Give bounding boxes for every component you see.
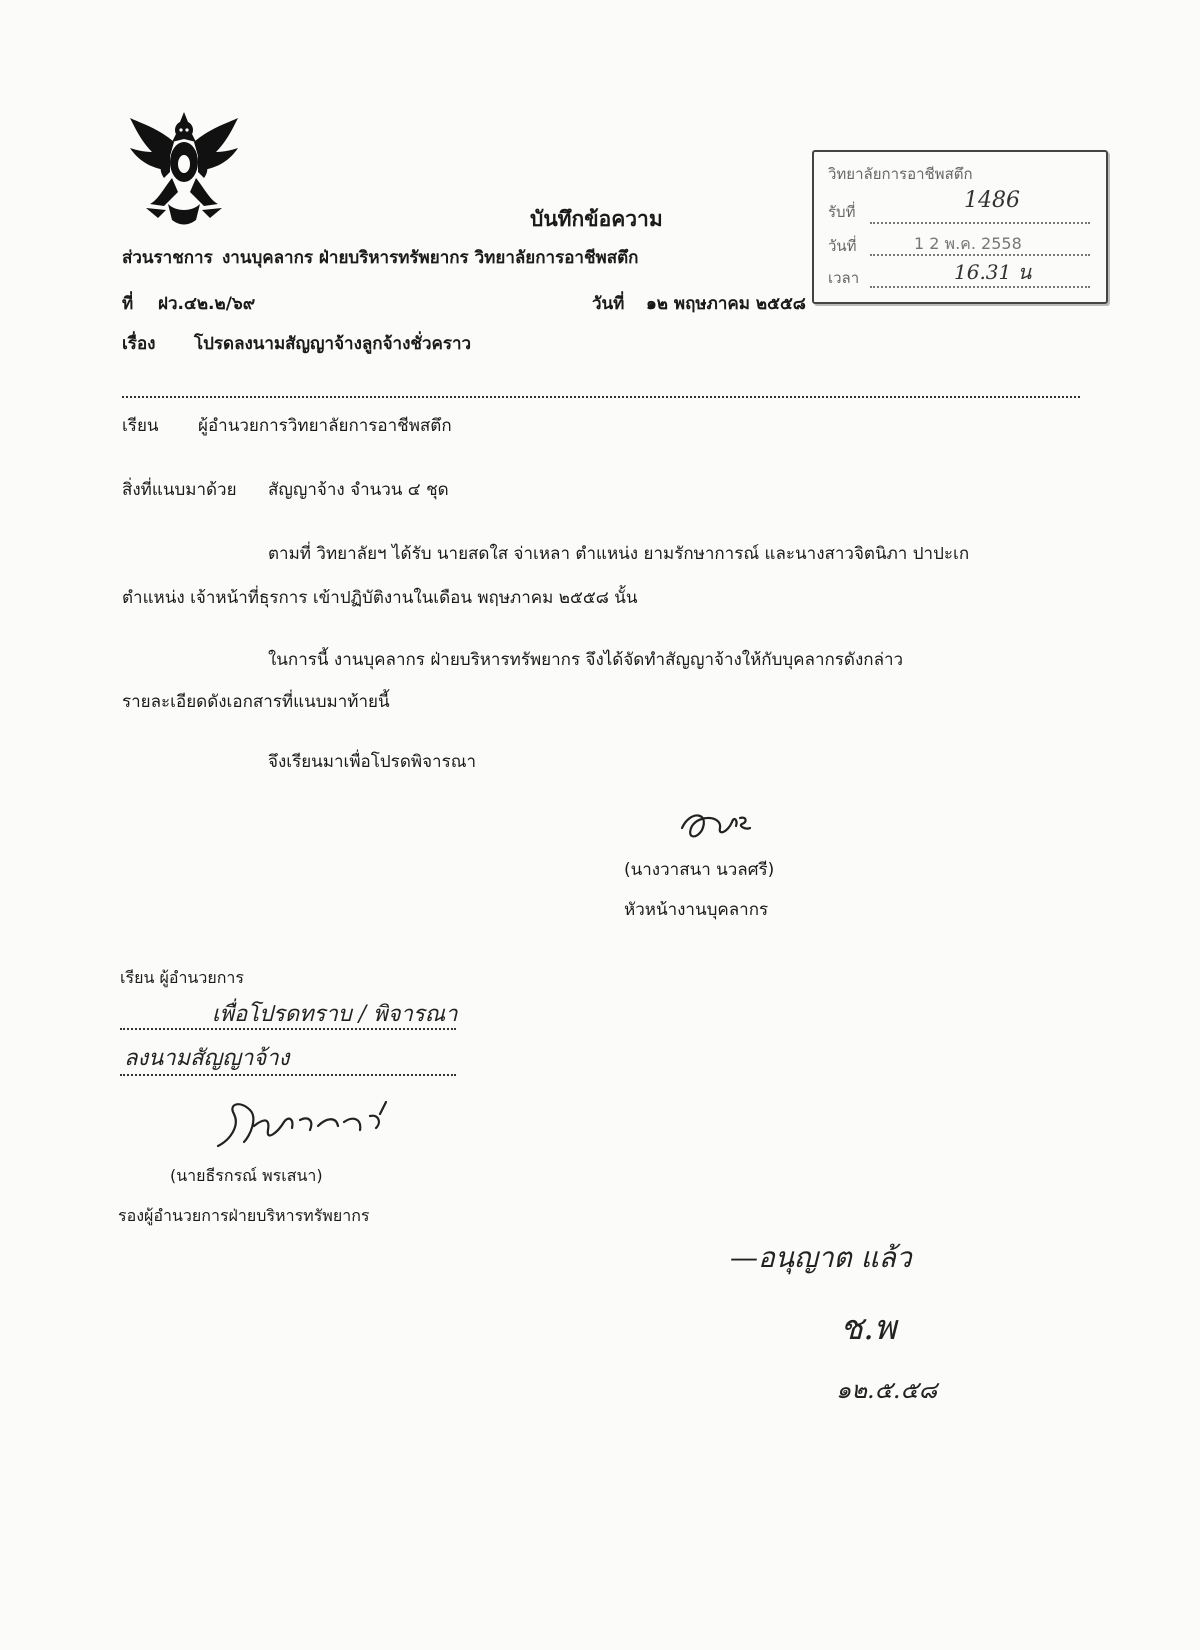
agency-value: งานบุคลากร ฝ่ายบริหารทรัพยากร วิทยาลัยการอาชีพสตึก	[222, 248, 639, 268]
subject-label: เรื่อง	[122, 334, 156, 354]
stamp-received-label: รับที่	[828, 203, 856, 221]
stamp-time-value: 16.31 น	[954, 260, 1032, 284]
stamp-date-label: วันที่	[828, 237, 857, 255]
attach-label: สิ่งที่แนบมาด้วย	[122, 480, 237, 500]
garuda-emblem-icon	[128, 108, 240, 226]
signature-2	[210, 1096, 410, 1160]
stamp-received-no: 1486	[964, 188, 1020, 213]
signature-1	[676, 806, 756, 850]
stamp-date-value: 1 2 พ.ค. 2558	[914, 234, 1022, 253]
endorse-name: (นายธีรกรณ์ พรเสนา)	[170, 1166, 323, 1185]
director-note: —อนุญาต แล้ว	[730, 1241, 912, 1274]
date-value: ๑๒ พฤษภาคม ๒๕๕๘	[646, 294, 806, 314]
subject-value: โปรดลงนามสัญญาจ้างลูกจ้างชั่วคราว	[194, 334, 472, 354]
date-label: วันที่	[592, 294, 625, 314]
signer1-position: หัวหน้างานบุคลากร	[624, 900, 769, 920]
para1-line1: ตามที่ วิทยาลัยฯ ได้รับ นายสดใส จ่าเหลา ตำแหน่ง ยามรักษาการณ์ และนางสาวจิตนิภา ปาปะเก	[268, 544, 970, 564]
endorse-note-line1: เพื่อโปรดทราบ / พิจารณา	[212, 1002, 458, 1027]
memo-title: บันทึกข้อความ	[530, 207, 663, 231]
endorse-to: เรียน ผู้อำนวยการ	[120, 968, 244, 987]
para2-line1: ในการนี้ งานบุคลากร ฝ่ายบริหารทรัพยากร จึงได้จัดทำสัญญาจ้างให้กับบุคลากรดังกล่าว	[268, 650, 904, 670]
to-label: เรียน	[122, 416, 159, 436]
to-value: ผู้อำนวยการวิทยาลัยการอาชีพสตึก	[198, 416, 452, 436]
director-date: ๑๒.๕.๕๘	[836, 1376, 938, 1404]
para1-line2: ตำแหน่ง เจ้าหน้าที่ธุรการ เข้าปฏิบัติงานในเดือน พฤษภาคม ๒๕๕๘ นั้น	[122, 588, 638, 608]
closing-text: จึงเรียนมาเพื่อโปรดพิจารณา	[268, 752, 477, 772]
endorse-position: รองผู้อำนวยการฝ่ายบริหารทรัพยากร	[118, 1206, 370, 1225]
stamp-time-label: เวลา	[828, 269, 860, 287]
director-initials: ช.พ	[840, 1308, 897, 1348]
header-divider	[122, 396, 1080, 398]
stamp-college: วิทยาลัยการอาชีพสตึก	[828, 165, 973, 183]
ref-label: ที่	[122, 294, 134, 314]
attach-value: สัญญาจ้าง จำนวน ๔ ชุด	[268, 480, 449, 500]
endorse-note-line2: ลงนามสัญญาจ้าง	[124, 1046, 290, 1071]
endorse-line2	[120, 1074, 456, 1076]
stamp-received-line	[870, 222, 1090, 224]
agency-label: ส่วนราชการ	[122, 248, 213, 268]
receive-stamp	[812, 150, 1108, 304]
ref-value: ฝว.๔๒.๒/๖๙	[158, 294, 256, 314]
para2-line2: รายละเอียดดังเอกสารที่แนบมาท้ายนี้	[122, 692, 390, 712]
endorse-line1	[120, 1028, 456, 1030]
signer1-name: (นางวาสนา นวลศรี)	[624, 860, 775, 880]
